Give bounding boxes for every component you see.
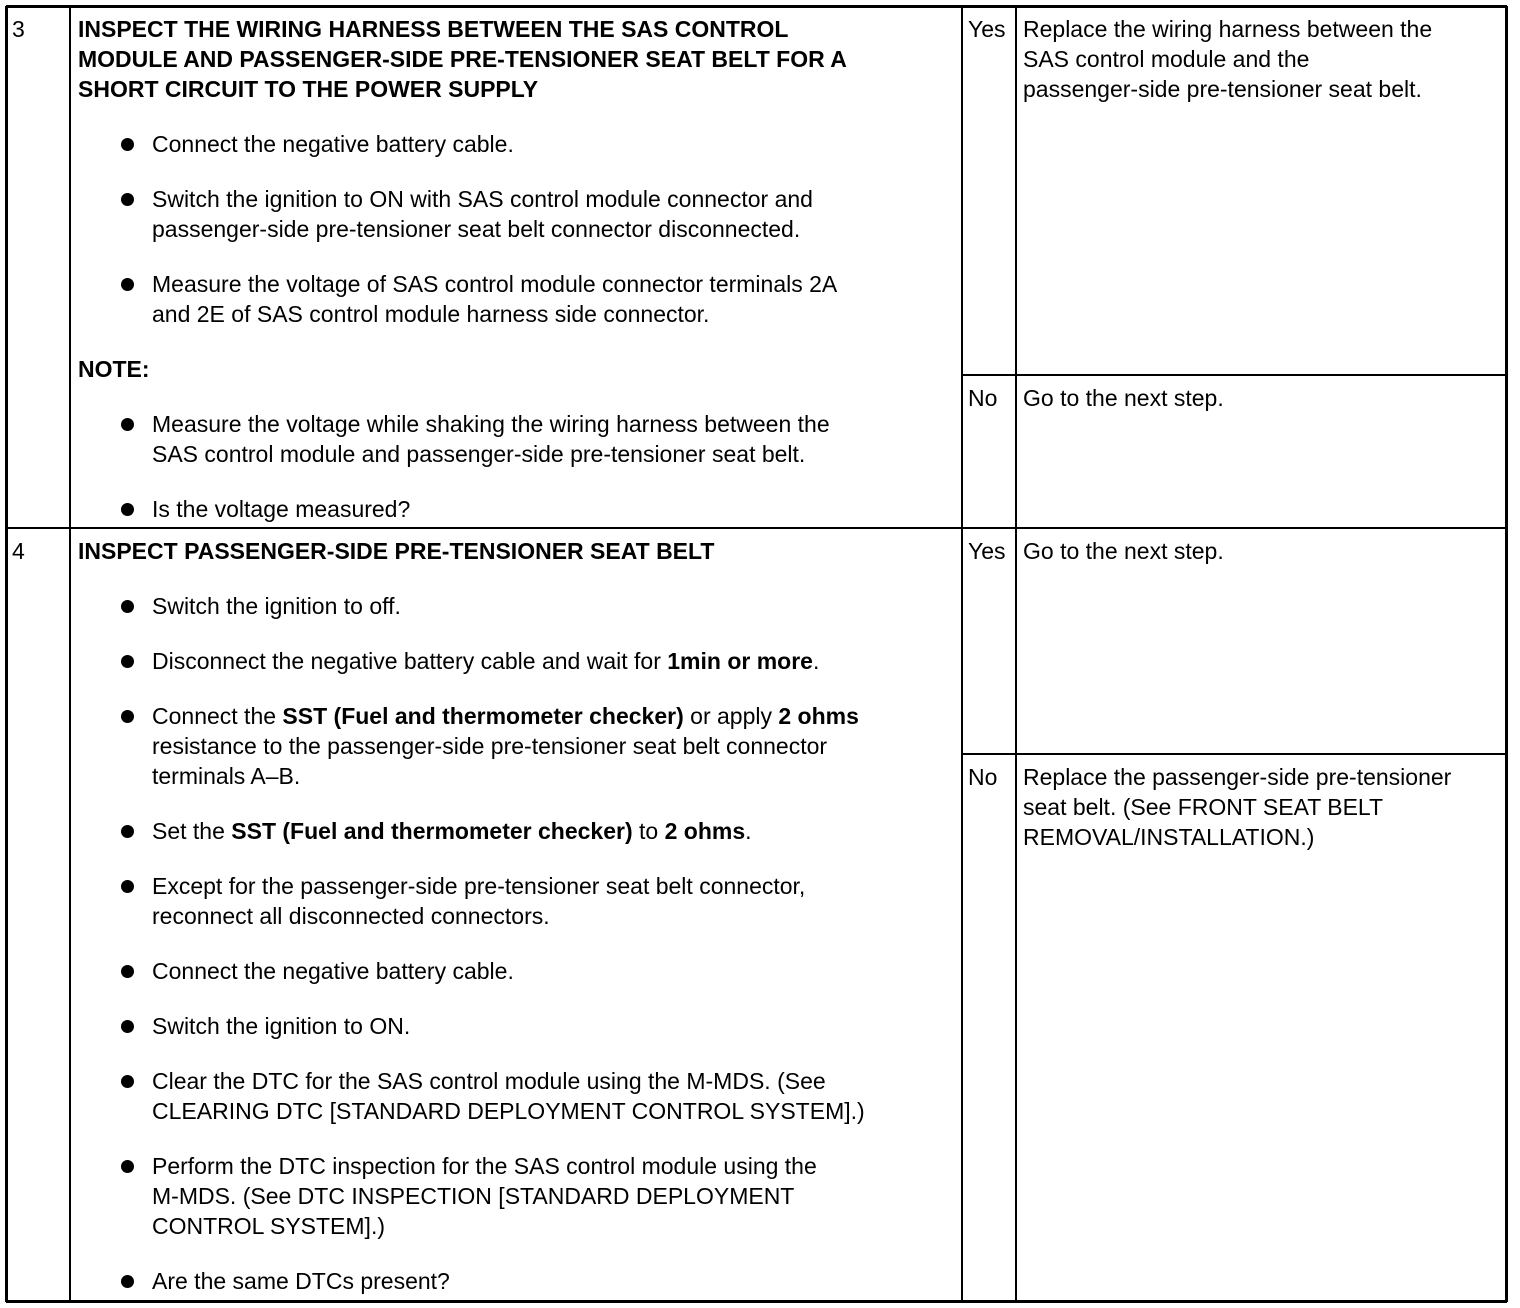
instruction-text: Are the same DTCs present? [152, 1268, 450, 1294]
answer-divider [962, 374, 1506, 376]
instruction-text: Except for the passenger-side pre-tensioner seat belt connector, [152, 873, 806, 899]
instruction-line [152, 1181, 794, 1211]
answer-action-text: Go to the next step. [1023, 538, 1224, 564]
instruction-line [152, 591, 401, 621]
instruction-text: terminals A–B. [152, 763, 301, 789]
instruction-line [152, 871, 805, 901]
instruction-text: CLEARING DTC [STANDARD DEPLOYMENT CONTROL SYSTEM].) [152, 1098, 865, 1124]
bullet-icon [121, 825, 134, 838]
step-heading: SHORT CIRCUIT TO THE POWER SUPPLY [78, 76, 539, 102]
bullet-icon [121, 1160, 134, 1173]
instruction-line [152, 1096, 865, 1126]
instruction-text: passenger-side pre-tensioner seat belt connector disconnected. [152, 216, 801, 242]
bullet-icon [121, 503, 134, 516]
bullet-icon [121, 880, 134, 893]
step-heading: MODULE AND PASSENGER-SIDE PRE-TENSIONER SEAT BELT FOR A [78, 46, 847, 72]
emphasized-text: SST (Fuel and thermometer checker) [282, 703, 684, 729]
table-border [6, 1300, 1507, 1303]
instruction-text: SAS control module and passenger-side pre-tensioner seat belt. [152, 441, 806, 467]
bullet-icon [121, 710, 134, 723]
instruction-text: and 2E of SAS control module harness side connector. [152, 301, 710, 327]
instruction-line [152, 1266, 450, 1296]
step-heading: INSPECT THE WIRING HARNESS BETWEEN THE SAS CONTROL [78, 16, 789, 42]
instruction-line [152, 701, 859, 731]
instruction-line [152, 409, 830, 439]
instruction-line [152, 269, 837, 299]
step-number: 4 [12, 538, 25, 564]
instruction-text: Switch the ignition to ON with SAS control module connector and [152, 186, 813, 212]
bullet-icon [121, 138, 134, 151]
instruction-text: to [632, 818, 665, 844]
table-column-rule [961, 6, 963, 1302]
instruction-line [152, 494, 410, 524]
instruction-line [152, 214, 800, 244]
emphasized-text: SST (Fuel and thermometer checker) [231, 818, 633, 844]
instruction-line [152, 1011, 410, 1041]
instruction-line [152, 184, 813, 214]
bullet-icon [121, 278, 134, 291]
instruction-line [152, 646, 819, 676]
instruction-text: reconnect all disconnected connectors. [152, 903, 550, 929]
bullet-icon [121, 1275, 134, 1288]
bullet-icon [121, 965, 134, 978]
instruction-line [152, 129, 514, 159]
bullet-icon [121, 418, 134, 431]
answer-action-text: passenger-side pre-tensioner seat belt. [1023, 76, 1422, 102]
step-heading: INSPECT PASSENGER-SIDE PRE-TENSIONER SEAT BELT [78, 538, 715, 564]
table-column-rule [1015, 6, 1017, 1302]
instruction-text: Connect the negative battery cable. [152, 131, 514, 157]
step-number: 3 [12, 16, 25, 42]
instruction-line [152, 299, 709, 329]
instruction-text: Measure the voltage while shaking the wiring harness between the [152, 411, 830, 437]
instruction-text: Set the [152, 818, 232, 844]
instruction-text: Connect the negative battery cable. [152, 958, 514, 984]
instruction-text: Is the voltage measured? [152, 496, 411, 522]
instruction-line [152, 731, 827, 761]
bullet-icon [121, 1020, 134, 1033]
bullet-icon [121, 1075, 134, 1088]
table-border [6, 5, 1507, 8]
answer-yes-label: Yes [968, 538, 1006, 564]
instruction-text: Connect the [152, 703, 283, 729]
answer-action-text: seat belt. (See FRONT SEAT BELT [1023, 794, 1384, 820]
table-border [5, 6, 8, 1302]
emphasized-text: 2 ohms [664, 818, 746, 844]
instruction-text: resistance to the passenger-side pre-tensioner seat belt connector [152, 733, 828, 759]
answer-divider [962, 753, 1506, 755]
instruction-text: CONTROL SYSTEM].) [152, 1213, 385, 1239]
instruction-line [152, 1211, 385, 1241]
answer-action-text: Replace the passenger-side pre-tensioner [1023, 764, 1452, 790]
emphasized-text: 1min or more [667, 648, 813, 674]
instruction-text: Disconnect the negative battery cable and wait for [152, 648, 668, 674]
answer-action-text: REMOVAL/INSTALLATION.) [1023, 824, 1315, 850]
answer-action-text: SAS control module and the [1023, 46, 1310, 72]
answer-yes-label: Yes [968, 16, 1006, 42]
instruction-line [152, 439, 805, 469]
instruction-line [152, 901, 550, 931]
instruction-text: Switch the ignition to off. [152, 593, 401, 619]
table-border [1505, 6, 1508, 1302]
instruction-text: or apply [683, 703, 779, 729]
bullet-icon [121, 655, 134, 668]
instruction-line [152, 761, 300, 791]
instruction-text: Measure the voltage of SAS control module connector terminals 2A [152, 271, 838, 297]
instruction-text: Switch the ignition to ON. [152, 1013, 411, 1039]
instruction-text: Clear the DTC for the SAS control module using the M-MDS. (See [152, 1068, 826, 1094]
table-row-rule [6, 527, 1507, 529]
note-label: NOTE: [78, 356, 150, 382]
instruction-text: . [812, 648, 820, 674]
emphasized-text: 2 ohms [778, 703, 859, 729]
answer-no-label: No [968, 385, 998, 411]
instruction-text: . [745, 818, 752, 844]
bullet-icon [121, 600, 134, 613]
table-column-rule [69, 6, 71, 1302]
instruction-text: Perform the DTC inspection for the SAS control module using the [152, 1153, 817, 1179]
answer-action-text: Go to the next step. [1023, 385, 1224, 411]
instruction-line [152, 956, 514, 986]
instruction-line [152, 816, 752, 846]
answer-no-label: No [968, 764, 998, 790]
instruction-line [152, 1066, 826, 1096]
bullet-icon [121, 193, 134, 206]
instruction-text: M-MDS. (See DTC INSPECTION [STANDARD DEPLOYMENT [152, 1183, 795, 1209]
instruction-line [152, 1151, 817, 1181]
answer-action-text: Replace the wiring harness between the [1023, 16, 1433, 42]
